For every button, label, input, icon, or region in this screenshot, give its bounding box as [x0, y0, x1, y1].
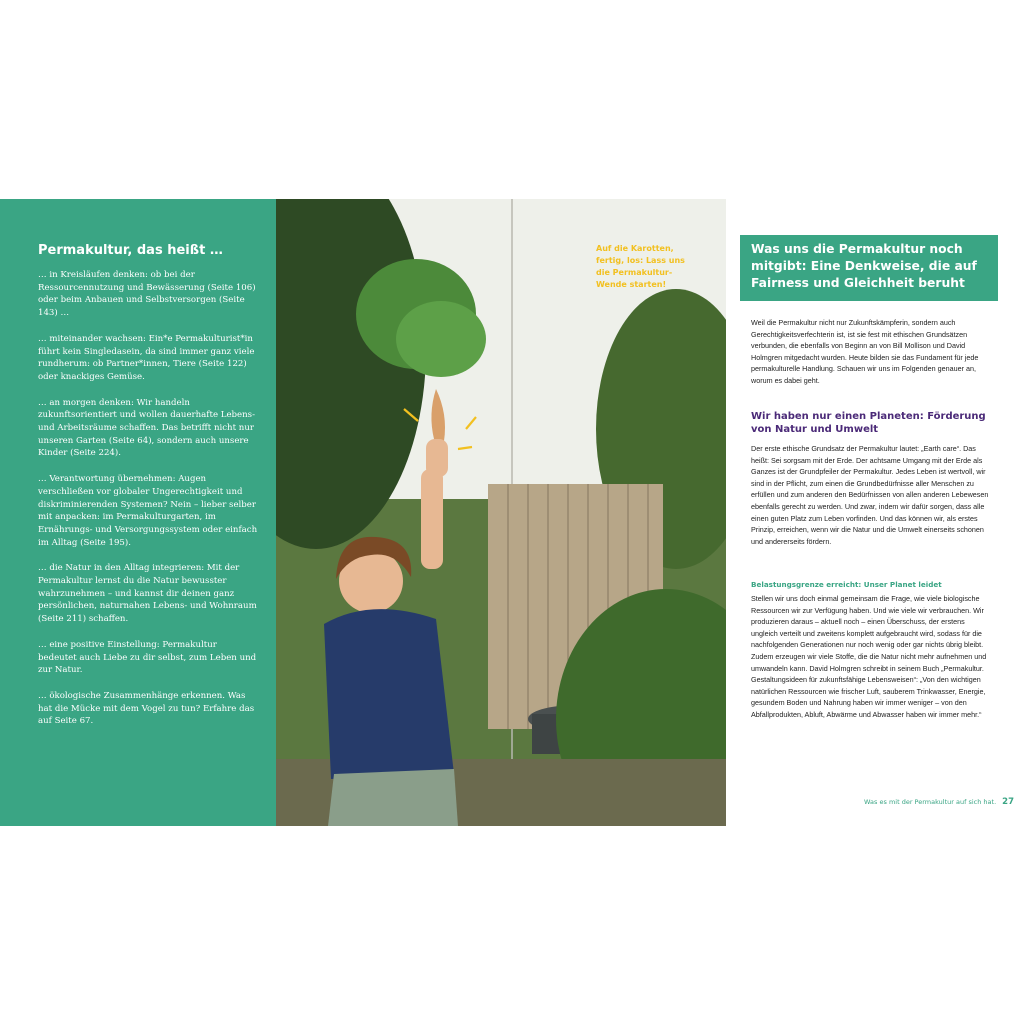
page-footer — [838, 797, 1014, 807]
subheading: Belastungsgrenze erreicht: Unser Planet leidet — [751, 580, 942, 589]
footer-text: Was es mit der Permakultur auf sich hat. — [864, 798, 997, 806]
list-item: … Verantwortung übernehmen: Augen verschließen vor globaler Ungerechtigkeit und diskriminierenden Systemen? Nein – lieber selber mit anpacken: im Permakulturgarten, im Ernährungs- und Versorgungssystem oder einfach im Alltag (Seite 195). — [38, 474, 258, 548]
garden-photo — [276, 199, 726, 826]
page-number: 27 — [1002, 797, 1014, 807]
right-page — [726, 199, 1024, 826]
banner-title: Was uns die Permakultur noch mitgibt: Eine Denkweise, die auf Fairness und Gleichheit beruht — [751, 242, 977, 290]
intro-paragraph: Weil die Permakultur nicht nur Zukunftskämpferin, sondern auch Gerechtigkeitsverfechterin ist, ist sie fest mit ethischen Grundsätzen verbunden, die ebenfalls von Beginn an von Bill Mollison und David Holmgren mitgedacht wurden. Heute bilden sie das Fundament für jede permakulturelle Handlung. Schauen wir uns im Folgenden genauer an, worum es dabei geht. — [751, 318, 979, 385]
book-spread — [0, 199, 1024, 826]
body-paragraph-1: Der erste ethische Grundsatz der Permakultur lautet: „Earth care“. Das heißt: Sei sorgsam mit der Erde. Der achtsame Umgang mit der Erde als Ganzes ist der Grundpfeiler der Permakultur. Jedes Leben ist wertvoll, wir sind in der Pflicht, zum einen die Grundbedürfnisse aller Menschen zu erfüllen und zum anderen den Bedürfnissen von allen anderen Lebewesen ebenfalls gerecht zu werden. Und zwar, indem wir dafür sorgen, dass alle einen guten Platz zum Leben vorfinden. Und das können wir, als erstes Prinzip, erreichen, wenn wir die Natur und die Umwelt einerseits schonen und andererseits fördern. — [751, 444, 989, 546]
body-paragraph-2: Stellen wir uns doch einmal gemeinsam die Frage, wie viele biologische Ressourcen wir zur Verfügung haben. Und wie viele wir verbrauchen. Wir produzieren daraus – aktuell noch – einen Überschuss, der erstens ungleich verteilt und zweitens komplett aufgebraucht wird, sodass für die nachfolgenden Generationen nur noch wenig oder gar nichts übrig bleibt. Zudem erzeugen wir viele Stoffe, die die Natur nicht mehr aufnehmen und umwandeln kann. David Holmgren schreibt in seinem Buch „Permakultur. Gestaltungsideen für zukunftsfähige Lebensweisen“: „Von den wichtigen natürlichen Ressourcen wie frischer Luft, sauberem Trinkwasser, Energie, gesundem Boden und Nahrung haben wir immer weniger – von den Abfallprodukten, Abluft, Abwärme und Abwasser haben wir immer mehr.“ — [751, 594, 987, 719]
list-item: … eine positive Einstellung: Permakultur bedeutet auch Liebe zu dir selbst, zum Leben und zur Natur. — [38, 639, 257, 676]
left-title: Permakultur, das heißt … — [38, 243, 223, 258]
list-item: … miteinander wachsen: Ein*e Permakulturist*in führt kein Singledasein, da sind immer ganz viele rundherum: ob Partner*innen, Tiere (Seite 122) oder knackiges Gemüse. — [38, 333, 255, 382]
photo-caption: Auf die Karotten, fertig, los: Lass uns die Permakultur-Wende starten! — [596, 244, 685, 289]
list-item: … ökologische Zusammenhänge erkennen. Was hat die Mücke mit dem Vogel zu tun? Erfahre das auf Seite 67. — [38, 690, 255, 727]
list-item: … an morgen denken: Wir handeln zukunftsorientiert und wollen dauerhafte Lebens- und Arbeitsräume schaffen. Das betrifft nicht nur unseren Garten (Seite 64), sondern auch unsere Kinder (Seite 224). — [38, 397, 255, 459]
list-item: … die Natur in den Alltag integrieren: Mit der Permakultur lernst du die Natur bewusster wahrzunehmen – und kannst dir deinen ganz persönlichen, naturnahen Lebens- und Wohnraum (Seite 211) schaffen. — [38, 563, 257, 625]
section-heading: Wir haben nur einen Planeten: Förderung von Natur und Umwelt — [751, 411, 986, 435]
left-green-panel — [0, 199, 276, 826]
photo-illustration — [276, 199, 726, 826]
list-item: … in Kreisläufen denken: ob bei der Ressourcennutzung und Bewässerung (Seite 106) oder beim Anbauen und Selbstversorgen (Seite 143) … — [38, 270, 256, 319]
left-list — [38, 269, 258, 741]
title-banner — [740, 235, 998, 301]
